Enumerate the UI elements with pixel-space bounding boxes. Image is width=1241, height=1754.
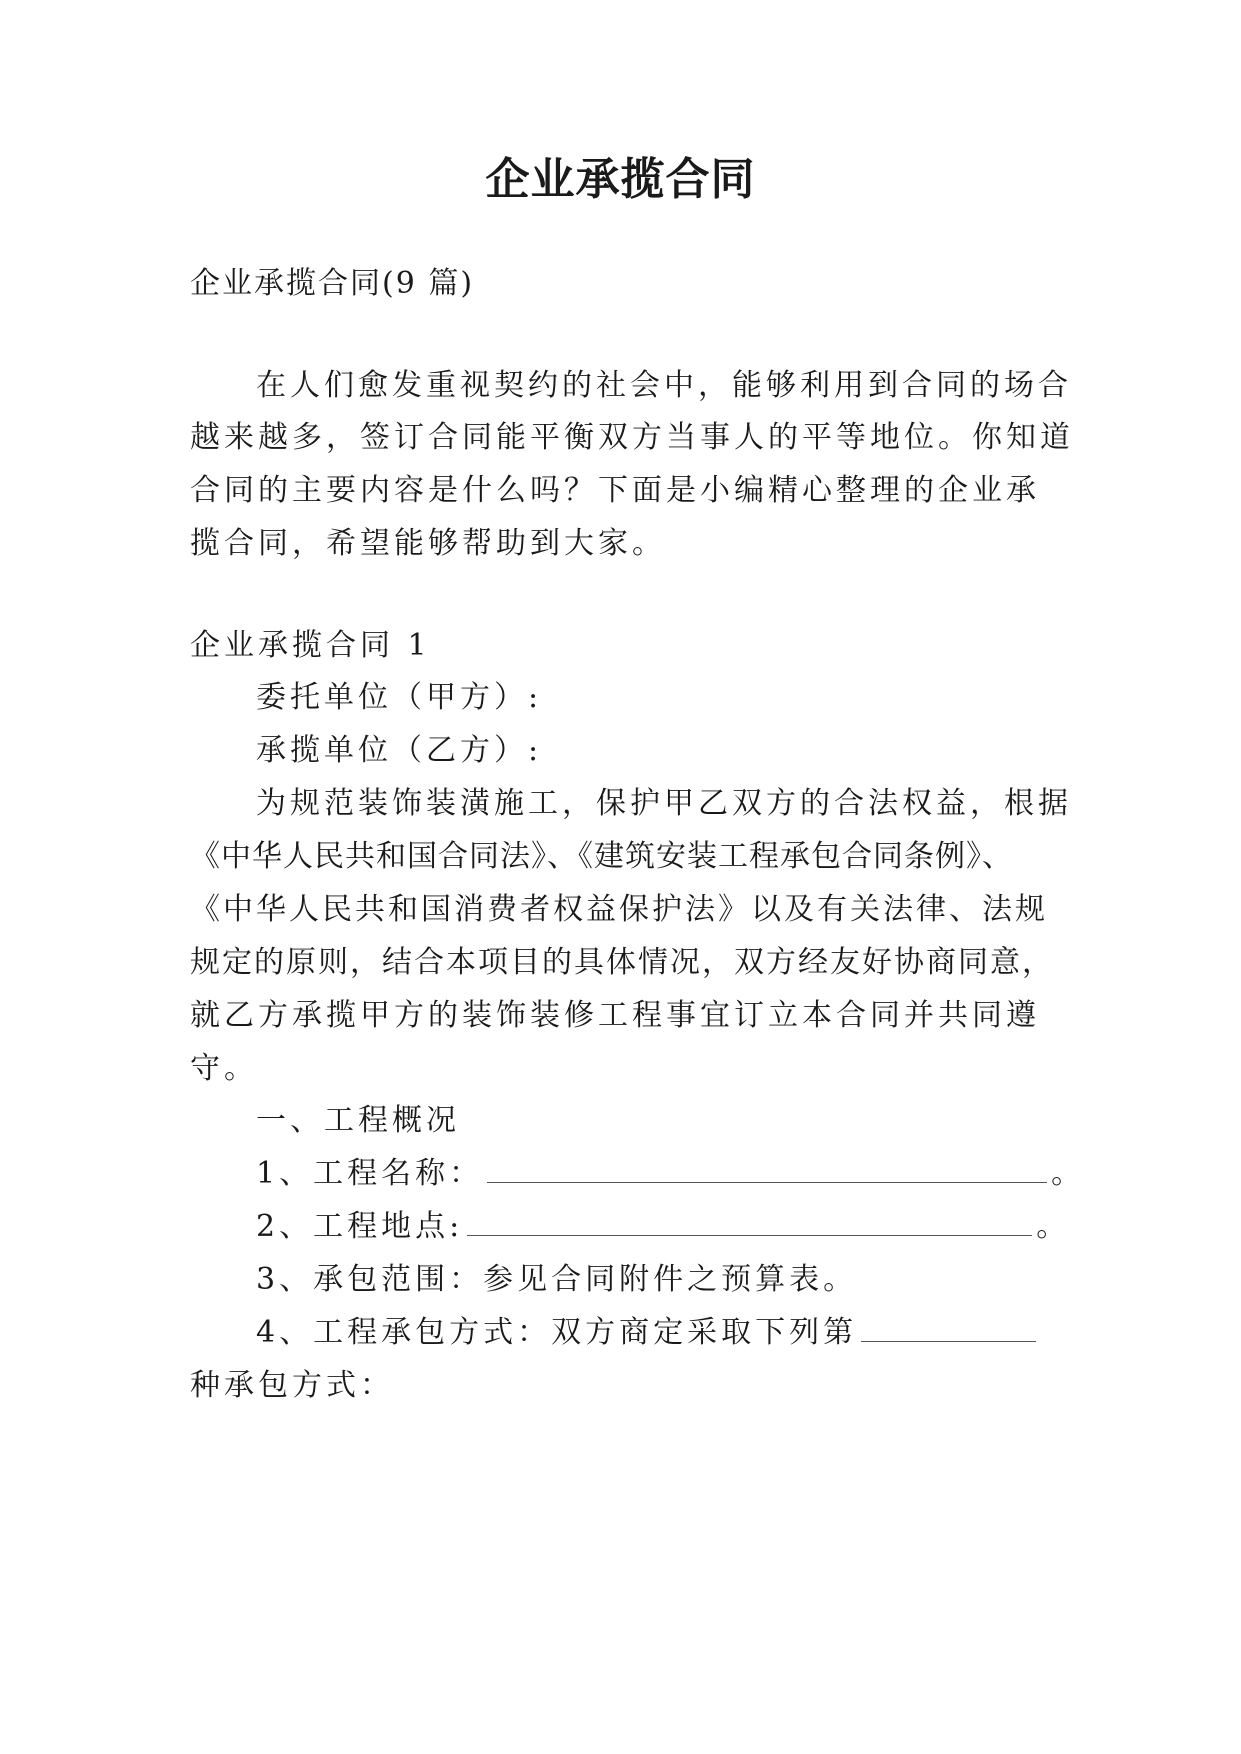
article-1-heading: 一、工程概况	[256, 1103, 460, 1138]
preamble-line-6: 守。	[190, 1051, 258, 1086]
item-4-label: 4、工程承包方式：双方商定采取下列第	[256, 1315, 858, 1350]
item-2-line	[256, 1207, 1070, 1247]
contract-method-blank	[861, 1315, 1036, 1342]
intro-line-1: 在人们愈发重视契约的社会中，能够利用到合同的场合	[256, 368, 1072, 403]
project-location-blank	[467, 1209, 1032, 1236]
party-b-line: 承揽单位（乙方）:	[256, 733, 543, 768]
item-4-line	[256, 1313, 1040, 1353]
item-1-end: 。	[1051, 1156, 1086, 1191]
party-a-line: 委托单位（甲方）:	[256, 680, 543, 715]
project-name-blank	[487, 1156, 1047, 1183]
preamble-line-1: 为规范装饰装潢施工，保护甲乙双方的合法权益，根据	[256, 786, 1072, 821]
intro-line-2: 越来越多，签订合同能平衡双方当事人的平等地位。你知道	[190, 420, 1074, 455]
document-title: 企业承揽合同	[485, 154, 756, 205]
item-2-label: 2、工程地点:	[256, 1209, 464, 1244]
intro-line-4: 揽合同，希望能够帮助到大家。	[190, 526, 666, 561]
section-heading: 企业承揽合同 1	[190, 628, 431, 663]
item-2-end: 。	[1036, 1209, 1071, 1244]
item-1-label: 1、工程名称：	[256, 1156, 484, 1191]
preamble-line-3: 《中华人民共和国消费者权益保护法》以及有关法律、法规	[190, 892, 1048, 927]
document-subtitle: 企业承揽合同(9 篇)	[190, 266, 475, 301]
preamble-line-4: 规定的原则，结合本项目的具体情况，双方经友好协商同意，	[190, 945, 1054, 980]
preamble-line-2: 《中华人民共和国合同法》、《建筑安装工程承包合同条例》、	[190, 839, 1013, 874]
preamble-line-5: 就乙方承揽甲方的装饰装修工程事宜订立本合同并共同遵	[190, 998, 1040, 1033]
intro-line-3: 合同的主要内容是什么吗？下面是小编精心整理的企业承	[190, 473, 1040, 508]
item-3-line: 3、承包范围：参见合同附件之预算表。	[256, 1262, 858, 1297]
item-1-line	[256, 1154, 1085, 1194]
item-4-continuation: 种承包方式：	[190, 1368, 394, 1403]
